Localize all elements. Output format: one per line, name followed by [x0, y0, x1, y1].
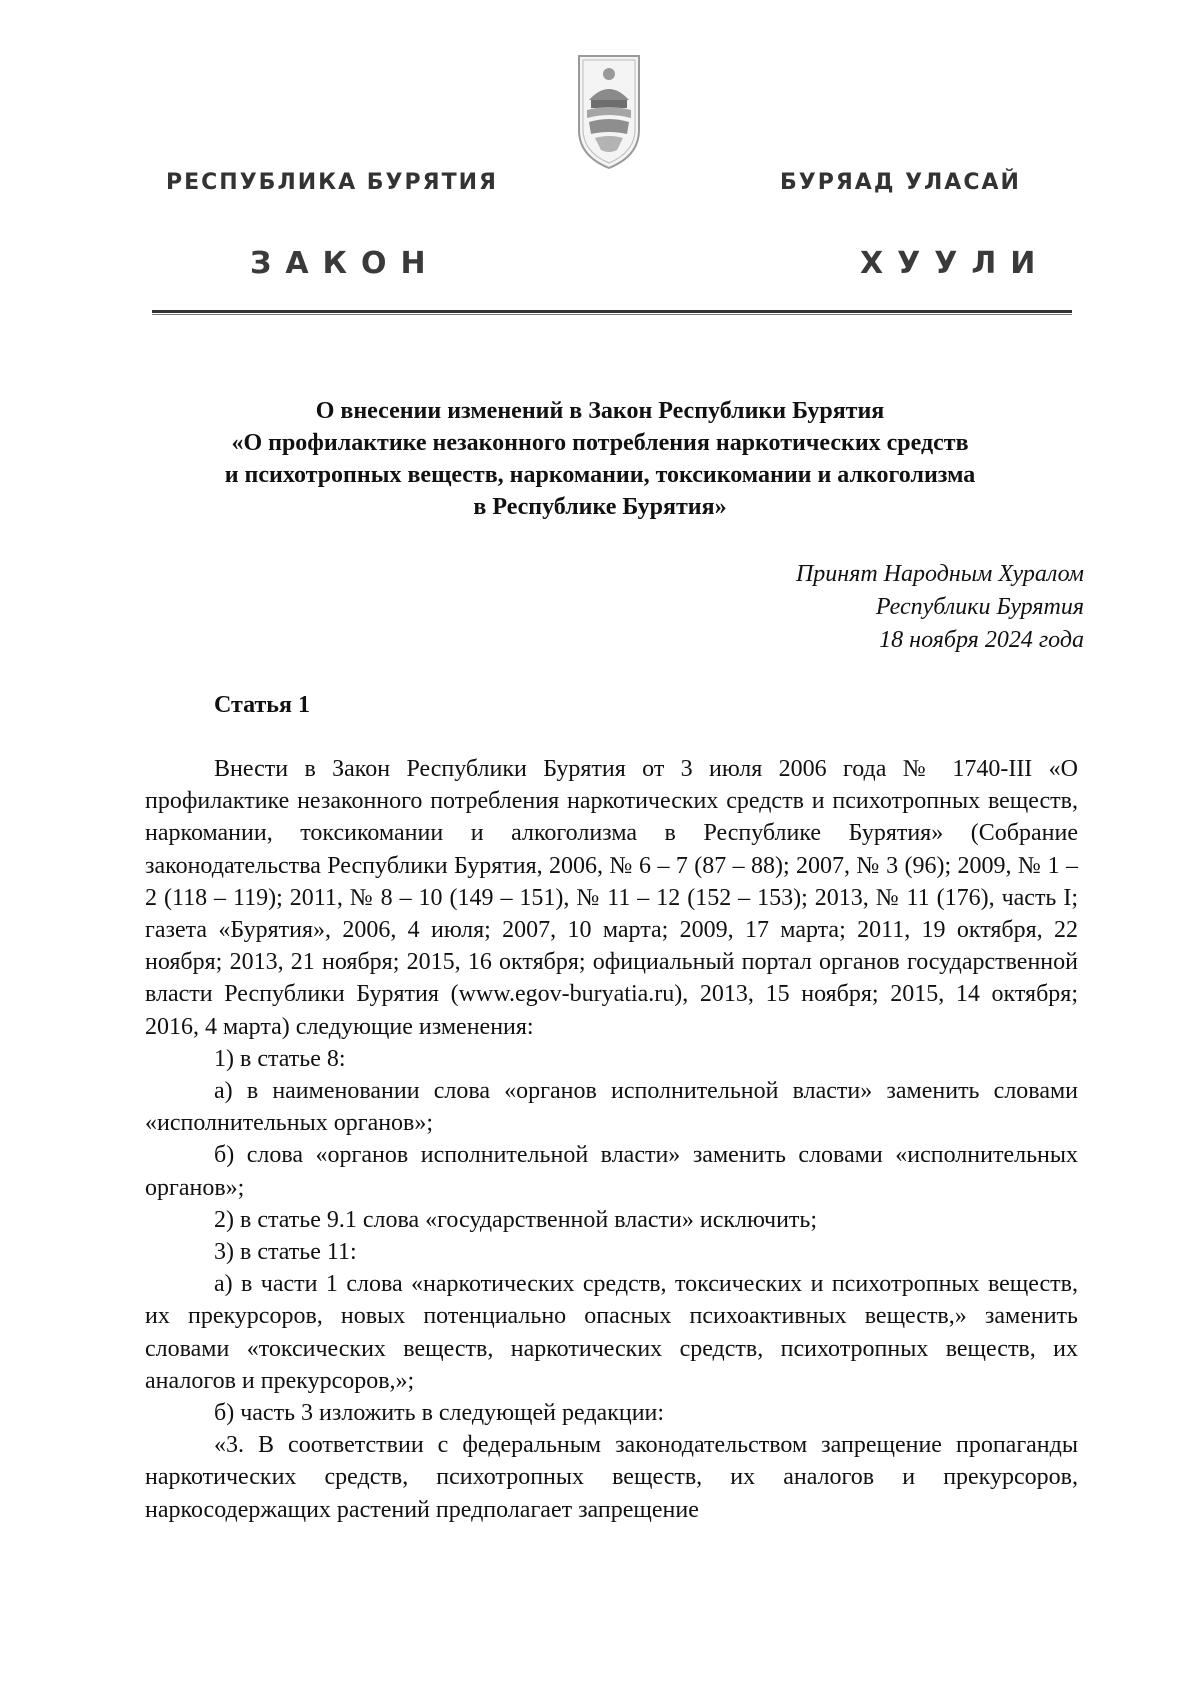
- law-title-line: и психотропных веществ, наркомании, токсикомании и алкоголизма: [224, 462, 976, 488]
- republic-name-buryat: БУРЯАД УЛАСАЙ: [780, 170, 1021, 195]
- article-paragraph: б) часть 3 изложить в следующей редакции:: [214, 1400, 665, 1427]
- document-type-buryat: ХУУЛИ: [860, 246, 1050, 281]
- header-divider: [152, 310, 1072, 315]
- article-paragraph: Внести в Закон Республики Бурятия от 3 июля 2006 года № 1740-III «О профилактике незаконного потребления наркотических средств и психотропных веществ, наркомании, токсикомании и алкоголизма в Республике Бурятия» (Собрание законодательства Республики Бурятия, 2006, № 6 – 7 (87 – 88); 2007, № 3 (96); 2009, № 1 – 2 (118 – 119); 2011, № 8 – 10 (149 – 151), № 11 – 12 (152 – 153); 2013, № 11 (176), часть I; газета «Бурятия», 2006, 4 июля; 2007, 10 марта; 2009, 17 марта; 2011, 19 октября, 22 ноября; 2013, 21 ноября; 2015, 16 октября; официальный портал органов государственной власти Республики Бурятия (www.egov-buryatia.ru), 2013, 15 ноября; 2015, 14 октября; 2016, 4 марта) следующие изменения:: [145, 756, 1078, 1040]
- article-paragraph: а) в части 1 слова «наркотических средств, токсических и психотропных веществ, их прекурсоров, новых потенциально опасных психоактивных веществ,» заменить словами «токсических веществ, наркотических средств, психотропных веществ, их аналогов и прекурсоров,»;: [145, 1271, 1078, 1394]
- article-paragraph: «3. В соответствии с федеральным законодательством запрещение пропаганды наркотических средств, психотропных веществ, их аналогов и прекурсоров, наркосодержащих растений предполагает запрещение: [145, 1432, 1078, 1523]
- article-paragraph: 3) в статье 11:: [214, 1239, 357, 1266]
- law-title-line: О внесении изменений в Закон Республики Бурятия: [315, 398, 885, 424]
- article-paragraph: 1) в статье 8:: [214, 1045, 346, 1072]
- adoption-line: Республики Бурятия: [875, 594, 1084, 620]
- republic-name-russian: РЕСПУБЛИКА БУРЯТИЯ: [166, 170, 498, 195]
- article-paragraph: а) в наименовании слова «органов исполнительной власти» заменить словами «исполнительных органов»;: [145, 1078, 1078, 1137]
- law-title-line: в Республике Бурятия»: [473, 494, 727, 520]
- article-paragraph: 2) в статье 9.1 слова «государственной власти» исключить;: [214, 1206, 818, 1233]
- coat-of-arms-icon: [575, 52, 643, 172]
- law-title-line: «О профилактике незаконного потребления наркотических средств: [231, 430, 969, 456]
- article-body: [145, 753, 1078, 1526]
- article-paragraph: б) слова «органов исполнительной власти» заменить словами «исполнительных органов»;: [145, 1142, 1078, 1201]
- article-heading: Статья 1: [214, 692, 310, 718]
- adoption-note: [796, 558, 1084, 657]
- adoption-date: 18 ноября 2024 года: [879, 627, 1084, 653]
- adoption-line: Принят Народным Хуралом: [795, 561, 1084, 587]
- law-title: [100, 395, 1100, 523]
- document-type-russian: ЗАКОН: [250, 246, 440, 281]
